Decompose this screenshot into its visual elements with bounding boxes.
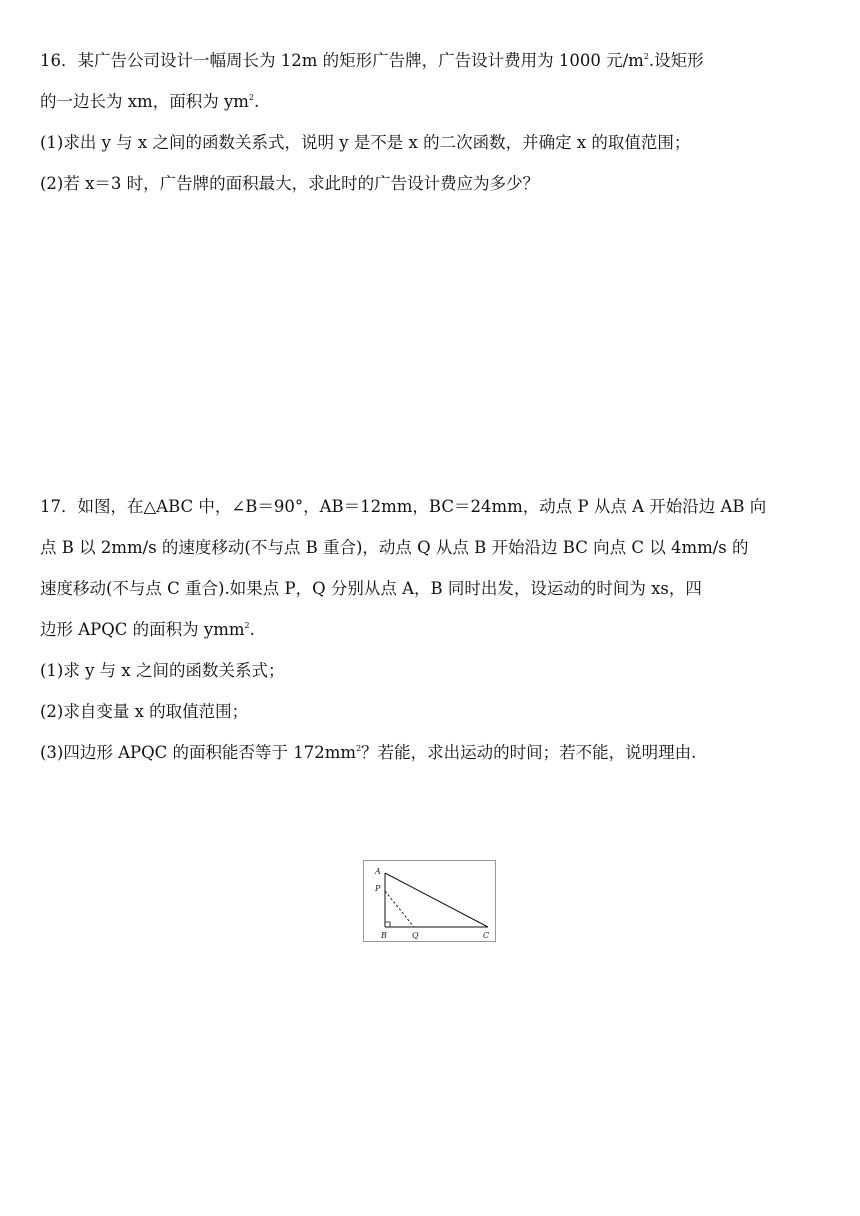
q16-line-2-tail: . xyxy=(254,92,260,111)
right-angle-mark xyxy=(385,922,390,927)
q16-line-1-tail: .设矩形 xyxy=(648,51,704,70)
q17-line-4 xyxy=(40,617,820,646)
segment-pq xyxy=(385,891,414,927)
triangle-figure xyxy=(363,860,496,942)
q17-line-2: 点 B 以 2mm/s 的速度移动(不与点 B 重合)，动点 Q 从点 B 开始沿边 BC 向点 C 以 4mm/s 的 xyxy=(40,538,749,557)
q16-line-1-superscript: 2 xyxy=(643,52,649,61)
q16-line-1 xyxy=(40,48,820,77)
label-q: Q xyxy=(412,931,419,940)
q17-line-1: 17．如图，在△ABC 中，∠B＝90°，AB＝12mm，BC＝24mm，动点 P 从点 A 开始沿边 AB 向 xyxy=(40,497,767,516)
q16-line-2-text: 的一边长为 xm，面积为 ym xyxy=(40,92,249,111)
q16-line-2-superscript: 2 xyxy=(248,93,255,102)
q17-part-3 xyxy=(40,740,820,769)
q17-line-4-text: 边形 APQC 的面积为 ymm xyxy=(40,620,245,639)
q17-part-3-superscript: 2 xyxy=(356,744,362,753)
q17-line-3: 速度移动(不与点 C 重合).如果点 P，Q 分别从点 A，B 同时出发，设运动的时间为 xs，四 xyxy=(40,579,702,598)
triangle-diagram xyxy=(364,861,495,941)
side-ac xyxy=(385,873,488,927)
label-b: B xyxy=(381,931,387,940)
q17-part-1: (1)求 y 与 x 之间的函数关系式； xyxy=(40,661,285,680)
q16-line-1-text: 16．某广告公司设计一幅周长为 12m 的矩形广告牌，广告设计费用为 1000 元/m xyxy=(40,51,644,70)
label-p: P xyxy=(375,884,381,893)
q16-part-2: (2)若 x＝3 时，广告牌的面积最大，求此时的广告设计费应为多少？ xyxy=(40,174,540,193)
q17-line-4-tail: . xyxy=(249,620,255,639)
q16-part-1: (1)求出 y 与 x 之间的函数关系式，说明 y 是不是 x 的二次函数，并确定 x 的取值范围； xyxy=(40,133,691,152)
q17-part-2: (2)求自变量 x 的取值范围； xyxy=(40,702,249,721)
q17-part-3-text: (3)四边形 APQC 的面积能否等于 172mm xyxy=(40,743,357,762)
label-c: C xyxy=(483,931,490,940)
label-a: A xyxy=(375,867,381,876)
q17-line-4-superscript: 2 xyxy=(244,621,250,630)
q16-line-2 xyxy=(40,89,820,118)
q17-part-3-tail: ？若能，求出运动的时间；若不能，说明理由. xyxy=(361,743,697,762)
